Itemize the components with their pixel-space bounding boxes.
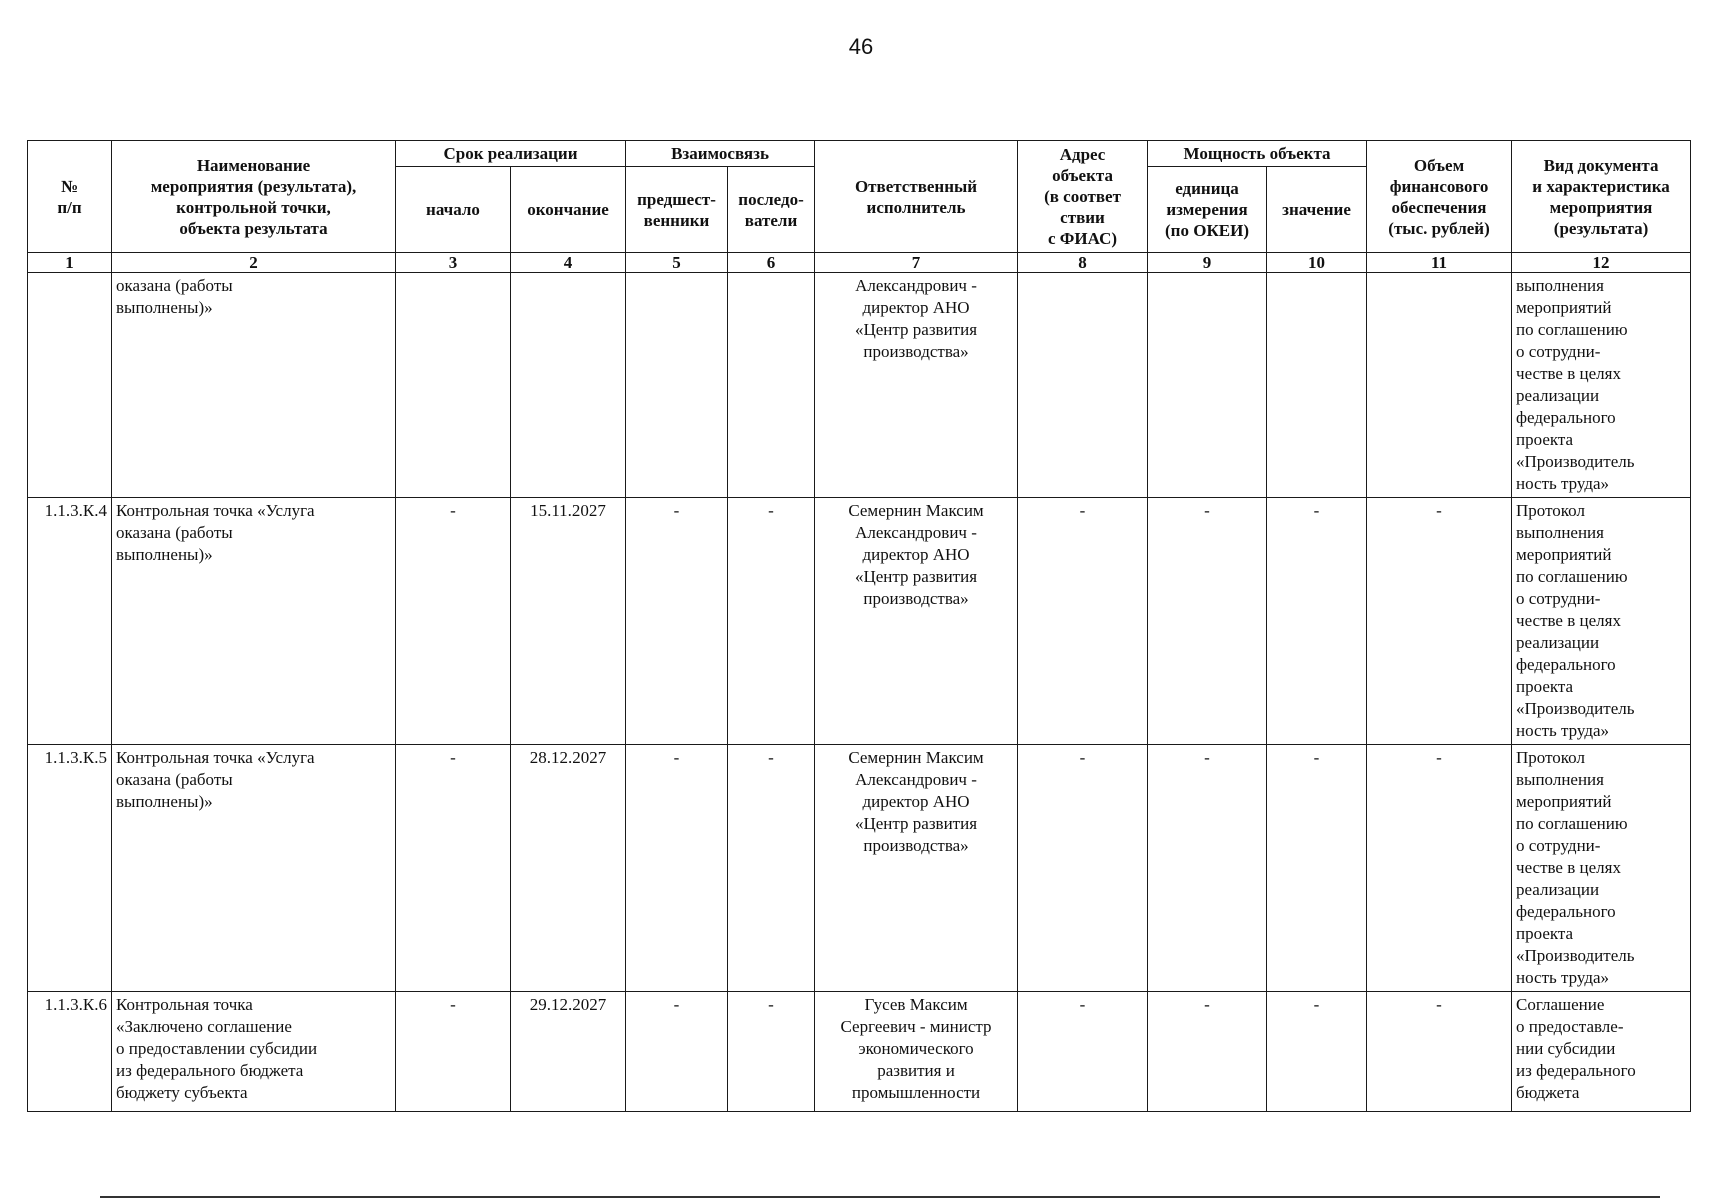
row-number — [28, 273, 112, 498]
row-funding: - — [1367, 745, 1512, 992]
column-number: 11 — [1367, 253, 1512, 273]
activities-table — [27, 140, 1691, 1112]
row-responsible: Гусев Максим Сергеевич - министр экономического развития и промышленности — [815, 992, 1018, 1112]
header-successors: последо- ватели — [728, 167, 815, 253]
header-capacity: Мощность объекта — [1148, 141, 1367, 167]
row-funding — [1367, 273, 1512, 498]
header-relation: Взаимосвязь — [626, 141, 815, 167]
header-unit: единица измерения (по ОКЕИ) — [1148, 167, 1267, 253]
column-number: 1 — [28, 253, 112, 273]
row-value: - — [1267, 498, 1367, 745]
row-end: 15.11.2027 — [511, 498, 626, 745]
header-period: Срок реализации — [396, 141, 626, 167]
row-predecessors: - — [626, 992, 728, 1112]
column-number: 3 — [396, 253, 511, 273]
row-end: 29.12.2027 — [511, 992, 626, 1112]
row-end: 28.12.2027 — [511, 745, 626, 992]
row-start: - — [396, 745, 511, 992]
column-number: 8 — [1018, 253, 1148, 273]
column-number: 10 — [1267, 253, 1367, 273]
header-name: Наименование мероприятия (результата), контрольной точки, объекта результата — [112, 141, 396, 253]
row-unit: - — [1148, 498, 1267, 745]
row-value: - — [1267, 745, 1367, 992]
header-end: окончание — [511, 167, 626, 253]
row-document: выполнения мероприятий по соглашению о сотрудни- честве в целях реализации федерального проекта «Производитель ность труда» — [1512, 273, 1691, 498]
table-row — [28, 992, 1691, 1112]
header-funding: Объем финансового обеспечения (тыс. рублей) — [1367, 141, 1512, 253]
row-start — [396, 273, 511, 498]
row-name: Контрольная точка «Заключено соглашение о предоставлении субсидии из федерального бюджета бюджету субъекта — [112, 992, 396, 1112]
row-address — [1018, 273, 1148, 498]
row-name: Контрольная точка «Услуга оказана (работы выполнены)» — [112, 498, 396, 745]
table-row — [28, 498, 1691, 745]
row-start: - — [396, 498, 511, 745]
page-number: 46 — [848, 34, 874, 59]
row-predecessors: - — [626, 745, 728, 992]
header-start: начало — [396, 167, 511, 253]
row-name: Контрольная точка «Услуга оказана (работы выполнены)» — [112, 745, 396, 992]
row-predecessors — [626, 273, 728, 498]
header-number: № п/п — [28, 141, 112, 253]
row-funding: - — [1367, 498, 1512, 745]
column-number: 12 — [1512, 253, 1691, 273]
row-address: - — [1018, 745, 1148, 992]
row-number: 1.1.3.К.6 — [28, 992, 112, 1112]
row-responsible: Семернин Максим Александрович - директор АНО «Центр развития производства» — [815, 498, 1018, 745]
row-start: - — [396, 992, 511, 1112]
row-value — [1267, 273, 1367, 498]
header-document: Вид документа и характеристика мероприятия (результата) — [1512, 141, 1691, 253]
column-number: 6 — [728, 253, 815, 273]
column-number: 4 — [511, 253, 626, 273]
header-predecessors: предшест- венники — [626, 167, 728, 253]
row-predecessors: - — [626, 498, 728, 745]
row-address: - — [1018, 992, 1148, 1112]
column-number: 9 — [1148, 253, 1267, 273]
header-responsible: Ответственный исполнитель — [815, 141, 1018, 253]
header-value: значение — [1267, 167, 1367, 253]
header-row-1 — [28, 141, 1691, 167]
table-row — [28, 273, 1691, 498]
row-unit: - — [1148, 992, 1267, 1112]
column-number: 5 — [626, 253, 728, 273]
row-responsible: Александрович - директор АНО «Центр развития производства» — [815, 273, 1018, 498]
row-end — [511, 273, 626, 498]
row-document: Соглашение о предоставле- нии субсидии из федерального бюджета — [1512, 992, 1691, 1112]
row-unit: - — [1148, 745, 1267, 992]
row-name: оказана (работы выполнены)» — [112, 273, 396, 498]
row-funding: - — [1367, 992, 1512, 1112]
row-number: 1.1.3.К.4 — [28, 498, 112, 745]
column-number: 2 — [112, 253, 396, 273]
header-address: Адрес объекта (в соответ ствии с ФИАС) — [1018, 141, 1148, 253]
row-unit — [1148, 273, 1267, 498]
row-document: Протокол выполнения мероприятий по соглашению о сотрудни- честве в целях реализации федерального проекта «Производитель ность труда» — [1512, 498, 1691, 745]
row-document: Протокол выполнения мероприятий по соглашению о сотрудни- честве в целях реализации федерального проекта «Производитель ность труда» — [1512, 745, 1691, 992]
row-number: 1.1.3.К.5 — [28, 745, 112, 992]
column-numbers-row — [28, 253, 1691, 273]
row-value: - — [1267, 992, 1367, 1112]
row-successors: - — [728, 745, 815, 992]
row-address: - — [1018, 498, 1148, 745]
row-successors: - — [728, 498, 815, 745]
page-bottom-rule — [100, 1196, 1660, 1198]
row-responsible: Семернин Максим Александрович - директор АНО «Центр развития производства» — [815, 745, 1018, 992]
table-row — [28, 745, 1691, 992]
row-successors — [728, 273, 815, 498]
row-successors: - — [728, 992, 815, 1112]
column-number: 7 — [815, 253, 1018, 273]
